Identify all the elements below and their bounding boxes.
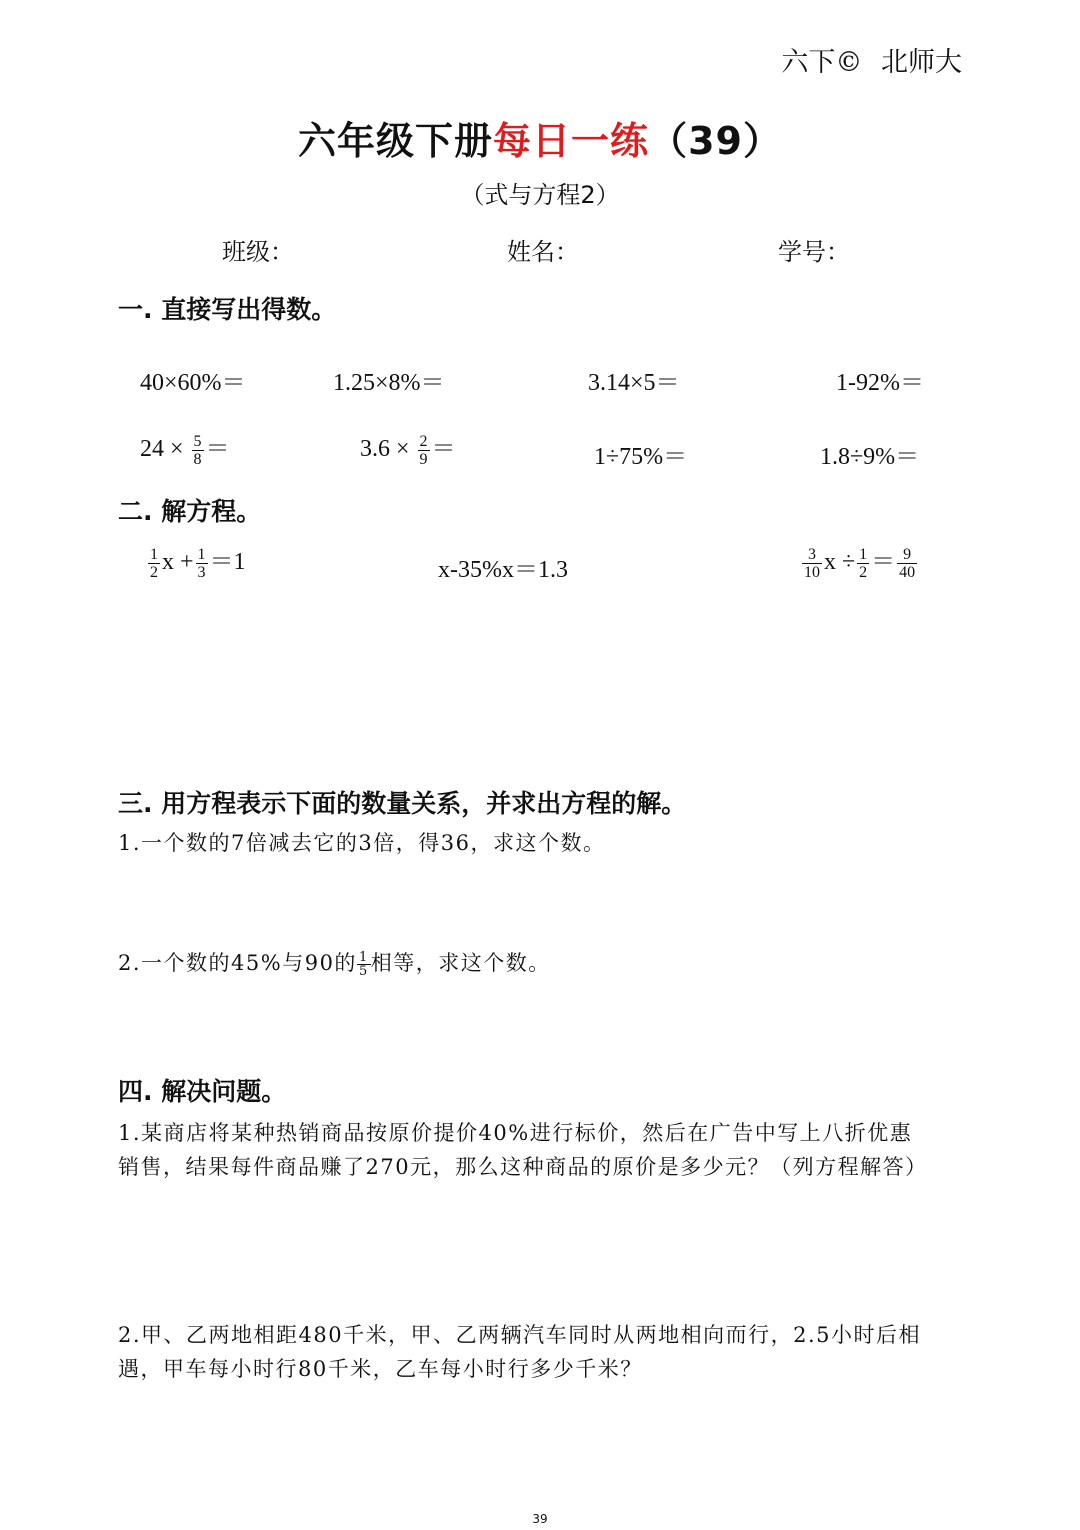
section4-question-2-line-2: 遇，甲车每小时行80千米，乙车每小时行多少千米？: [118, 1357, 643, 1381]
page-title: [0, 110, 1080, 165]
oral-calc-8: 1.8÷9%＝: [820, 444, 920, 470]
equation-2: x-35%x＝1.3: [438, 557, 568, 583]
student-id-field-label: 学号：: [778, 238, 850, 266]
title-grade: 六年级下册: [298, 119, 494, 163]
section2-heading: 二. 解方程。: [118, 497, 262, 526]
equation-3: $\frac{3}{10}$ x ÷ $\frac{1}{2}$ ＝ $\frac{9}{40}$: [804, 545, 916, 581]
equation-1: $\frac{1}{2}$ x + $\frac{1}{3}$ ＝1: [150, 545, 246, 581]
fraction: $\frac{3}{10}$: [804, 545, 820, 581]
oral-calc-7: 1÷75%＝: [594, 444, 688, 470]
title-daily-practice: 每日一练: [493, 119, 650, 163]
fraction: $\frac{5}{8}$: [193, 432, 202, 468]
fraction: $\frac{1}{3}$: [197, 545, 206, 581]
section3-question-2: 2.一个数的45%与90的 $\frac{1}{5}$ 相等，求这个数。: [118, 950, 551, 979]
oral-calc-3: 3.14×5＝: [588, 370, 680, 396]
title-number: （39）: [649, 119, 782, 163]
oral-calc-6: 3.6 × $\frac{2}{9}$ ＝: [360, 432, 456, 468]
page-header: [781, 40, 962, 79]
name-field-label: 姓名：: [507, 238, 579, 266]
section3-question-1: 1.一个数的7倍减去它的3倍，得36，求这个数。: [118, 831, 606, 855]
fraction: $\frac{1}{2}$: [150, 545, 158, 581]
oral-calc-2: 1.25×8%＝: [333, 370, 445, 396]
fraction: $\frac{1}{2}$: [859, 545, 868, 581]
section4-heading: 四. 解决问题。: [118, 1077, 287, 1106]
section4-question-1-line-1: 1.某商店将某种热销商品按原价提价40%进行标价，然后在广告中写上八折优惠: [118, 1121, 913, 1145]
oral-calc-1: 40×60%＝: [140, 370, 246, 396]
section3-heading: 三. 用方程表示下面的数量关系，并求出方程的解。: [118, 789, 687, 818]
section4-question-2-line-1: 2.甲、乙两地相距480千米，甲、乙两辆汽车同时从两地相向而行，2.5小时后相: [118, 1323, 922, 1347]
section4-question-1-line-2: 销售，结果每件商品赚了270元，那么这种商品的原价是多少元？（列方程解答）: [118, 1155, 928, 1179]
publisher-label: 北师大: [881, 47, 962, 78]
oral-calc-4: 1-92%＝: [836, 370, 924, 396]
page-number: 39: [532, 1512, 548, 1526]
class-field-label: 班级：: [222, 238, 294, 266]
series-label: 六下©: [781, 47, 863, 78]
fraction: $\frac{9}{40}$: [899, 545, 916, 581]
oral-calc-5: 24 × $\frac{5}{8}$ ＝: [140, 432, 230, 468]
fraction: $\frac{2}{9}$: [419, 432, 428, 468]
subtitle: （式与方程2）: [460, 181, 620, 209]
section1-heading: 一. 直接写出得数。: [118, 295, 337, 324]
fraction: $\frac{1}{5}$: [358, 950, 369, 979]
